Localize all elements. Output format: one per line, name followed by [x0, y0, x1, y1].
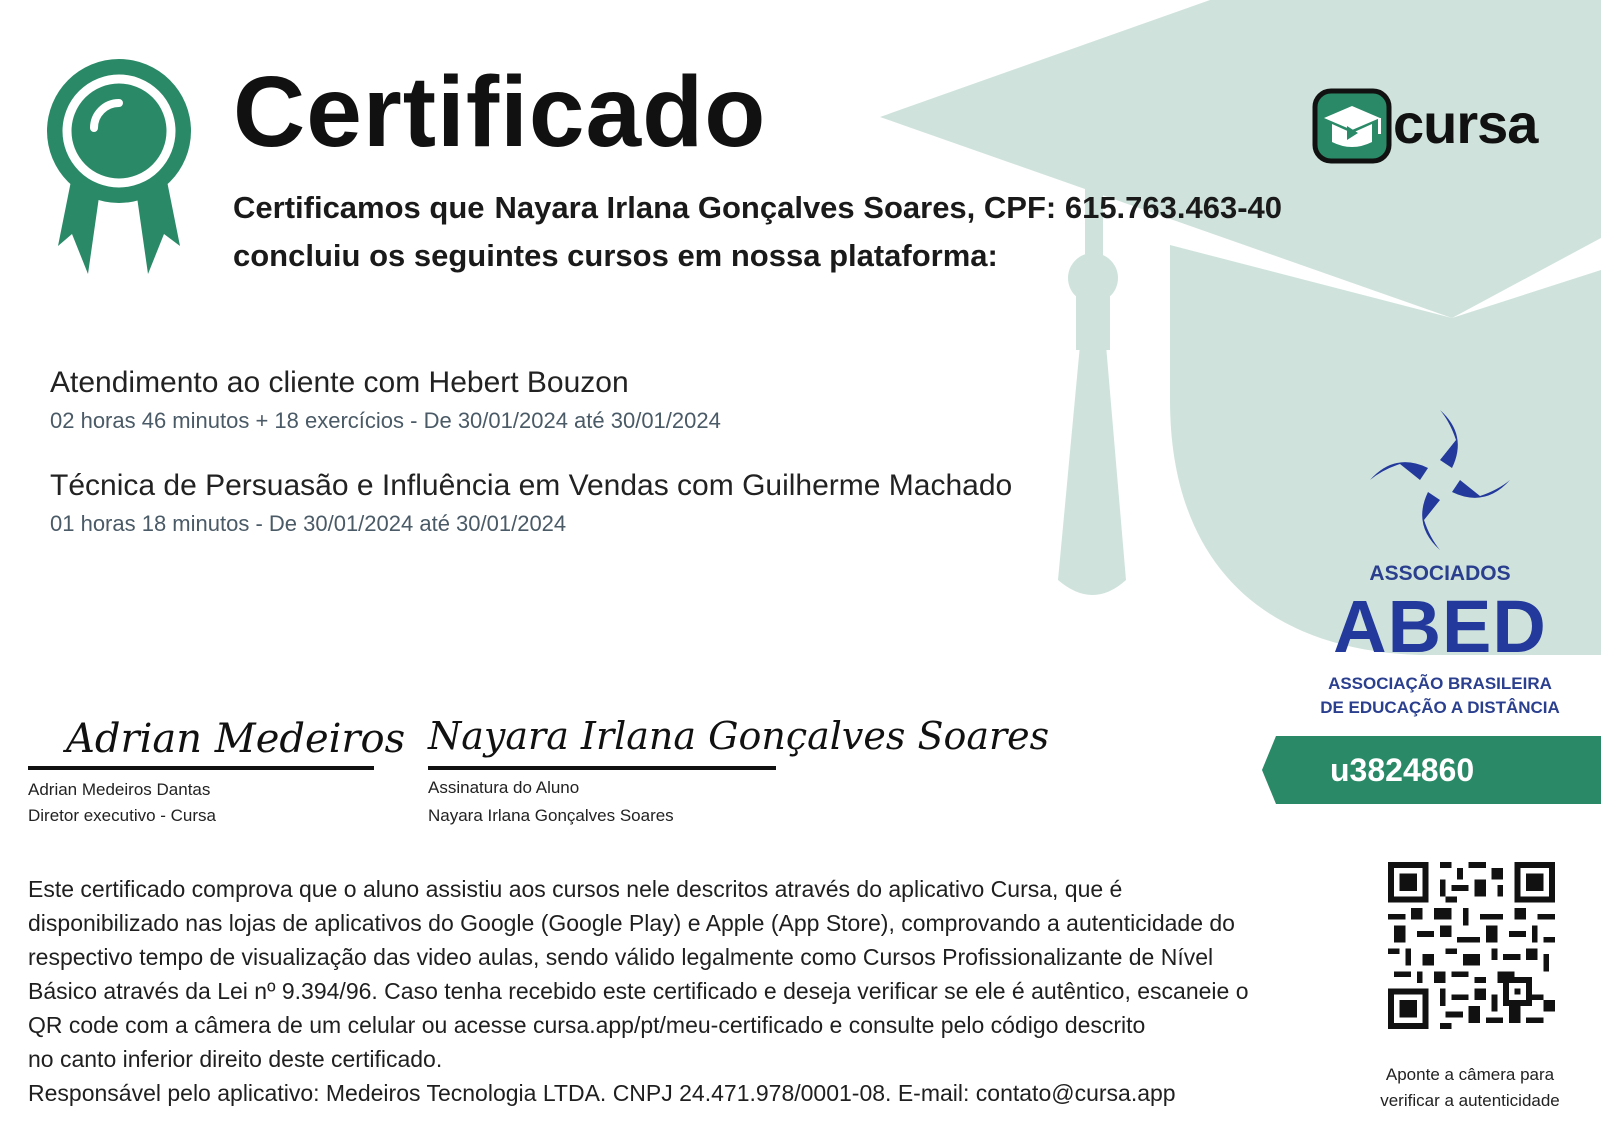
- course-meta: 02 horas 46 minutos + 18 exercícios - De 30/01/2024 até 30/01/2024: [50, 408, 721, 433]
- course-title: Técnica de Persuasão e Influência em Vendas com Guilherme Machado: [50, 469, 1013, 502]
- abed-line-2: DE EDUCAÇÃO A DISTÂNCIA: [1320, 698, 1560, 717]
- student-name-cpf: Nayara Irlana Gonçalves Soares, CPF: 615.763.463-40: [494, 190, 1283, 225]
- director-signature: Adrian Medeiros: [66, 716, 406, 762]
- qr-code-icon: [1388, 862, 1555, 1029]
- body-line: Responsável pelo aplicativo: Medeiros Tecnologia LTDA. CNPJ 24.471.978/0001-08. E-mail: contato@cursa.app: [28, 1080, 1176, 1106]
- abed-associados: ASSOCIADOS: [1369, 562, 1511, 585]
- director-name: Adrian Medeiros Dantas: [28, 780, 211, 799]
- body-line: no canto inferior direito deste certificado.: [28, 1046, 443, 1072]
- certificate-title: Certificado: [233, 56, 767, 168]
- cursa-logo-text: cursa: [1393, 92, 1538, 155]
- course-title: Atendimento ao cliente com Hebert Bouzon: [50, 366, 629, 399]
- body-line: respectivo tempo de visualização das video aulas, sendo válido legalmente como Cursos Profissionalizante de Nível: [28, 944, 1214, 970]
- abed-acronym: ABED: [1333, 585, 1547, 668]
- completion-text: concluiu os seguintes cursos em nossa plataforma:: [233, 238, 998, 273]
- student-signature-line: [428, 766, 776, 770]
- award-ribbon-icon: [44, 56, 194, 274]
- qr-caption-line-1: Aponte a câmera para: [1385, 1065, 1555, 1084]
- body-line: Básico através da Lei nº 9.394/96. Caso tenha recebido este certificado e deseja verificar se ele é autêntico, escaneie o: [28, 978, 1249, 1004]
- student-name: Nayara Irlana Gonçalves Soares: [428, 806, 674, 825]
- director-role: Diretor executivo - Cursa: [28, 806, 217, 825]
- verification-code: u3824860: [1330, 752, 1475, 788]
- course-meta: 01 horas 18 minutos - De 30/01/2024 até 30/01/2024: [50, 511, 567, 536]
- qr-caption: [1345, 1062, 1595, 1114]
- abed-line-1: ASSOCIAÇÃO BRASILEIRA: [1328, 674, 1552, 693]
- certificate-statement: [233, 190, 1282, 226]
- abed-full-name: [1300, 672, 1580, 720]
- student-signature: Nayara Irlana Gonçalves Soares: [428, 714, 1050, 758]
- body-line: Este certificado comprova que o aluno assistiu aos cursos nele descritos através do aplicativo Cursa, que é: [28, 876, 1123, 902]
- student-signature-label: Assinatura do Aluno: [428, 778, 580, 797]
- cursa-logo-icon: [1312, 88, 1392, 164]
- body-line: disponibilizado nas lojas de aplicativos do Google (Google Play) e Apple (App Store), comprovando a autenticidade do: [28, 910, 1235, 936]
- director-signature-line: [28, 766, 374, 770]
- qr-caption-line-2: verificar a autenticidade: [1380, 1091, 1560, 1110]
- body-line: QR code com a câmera de um celular ou acesse cursa.app/pt/meu-certificado e consulte pelo código descrito: [28, 1012, 1146, 1038]
- certificate-body-text: [28, 872, 1318, 1110]
- abed-logo-icon: [1370, 410, 1510, 550]
- certificate-intro: Certificamos que: [233, 190, 485, 225]
